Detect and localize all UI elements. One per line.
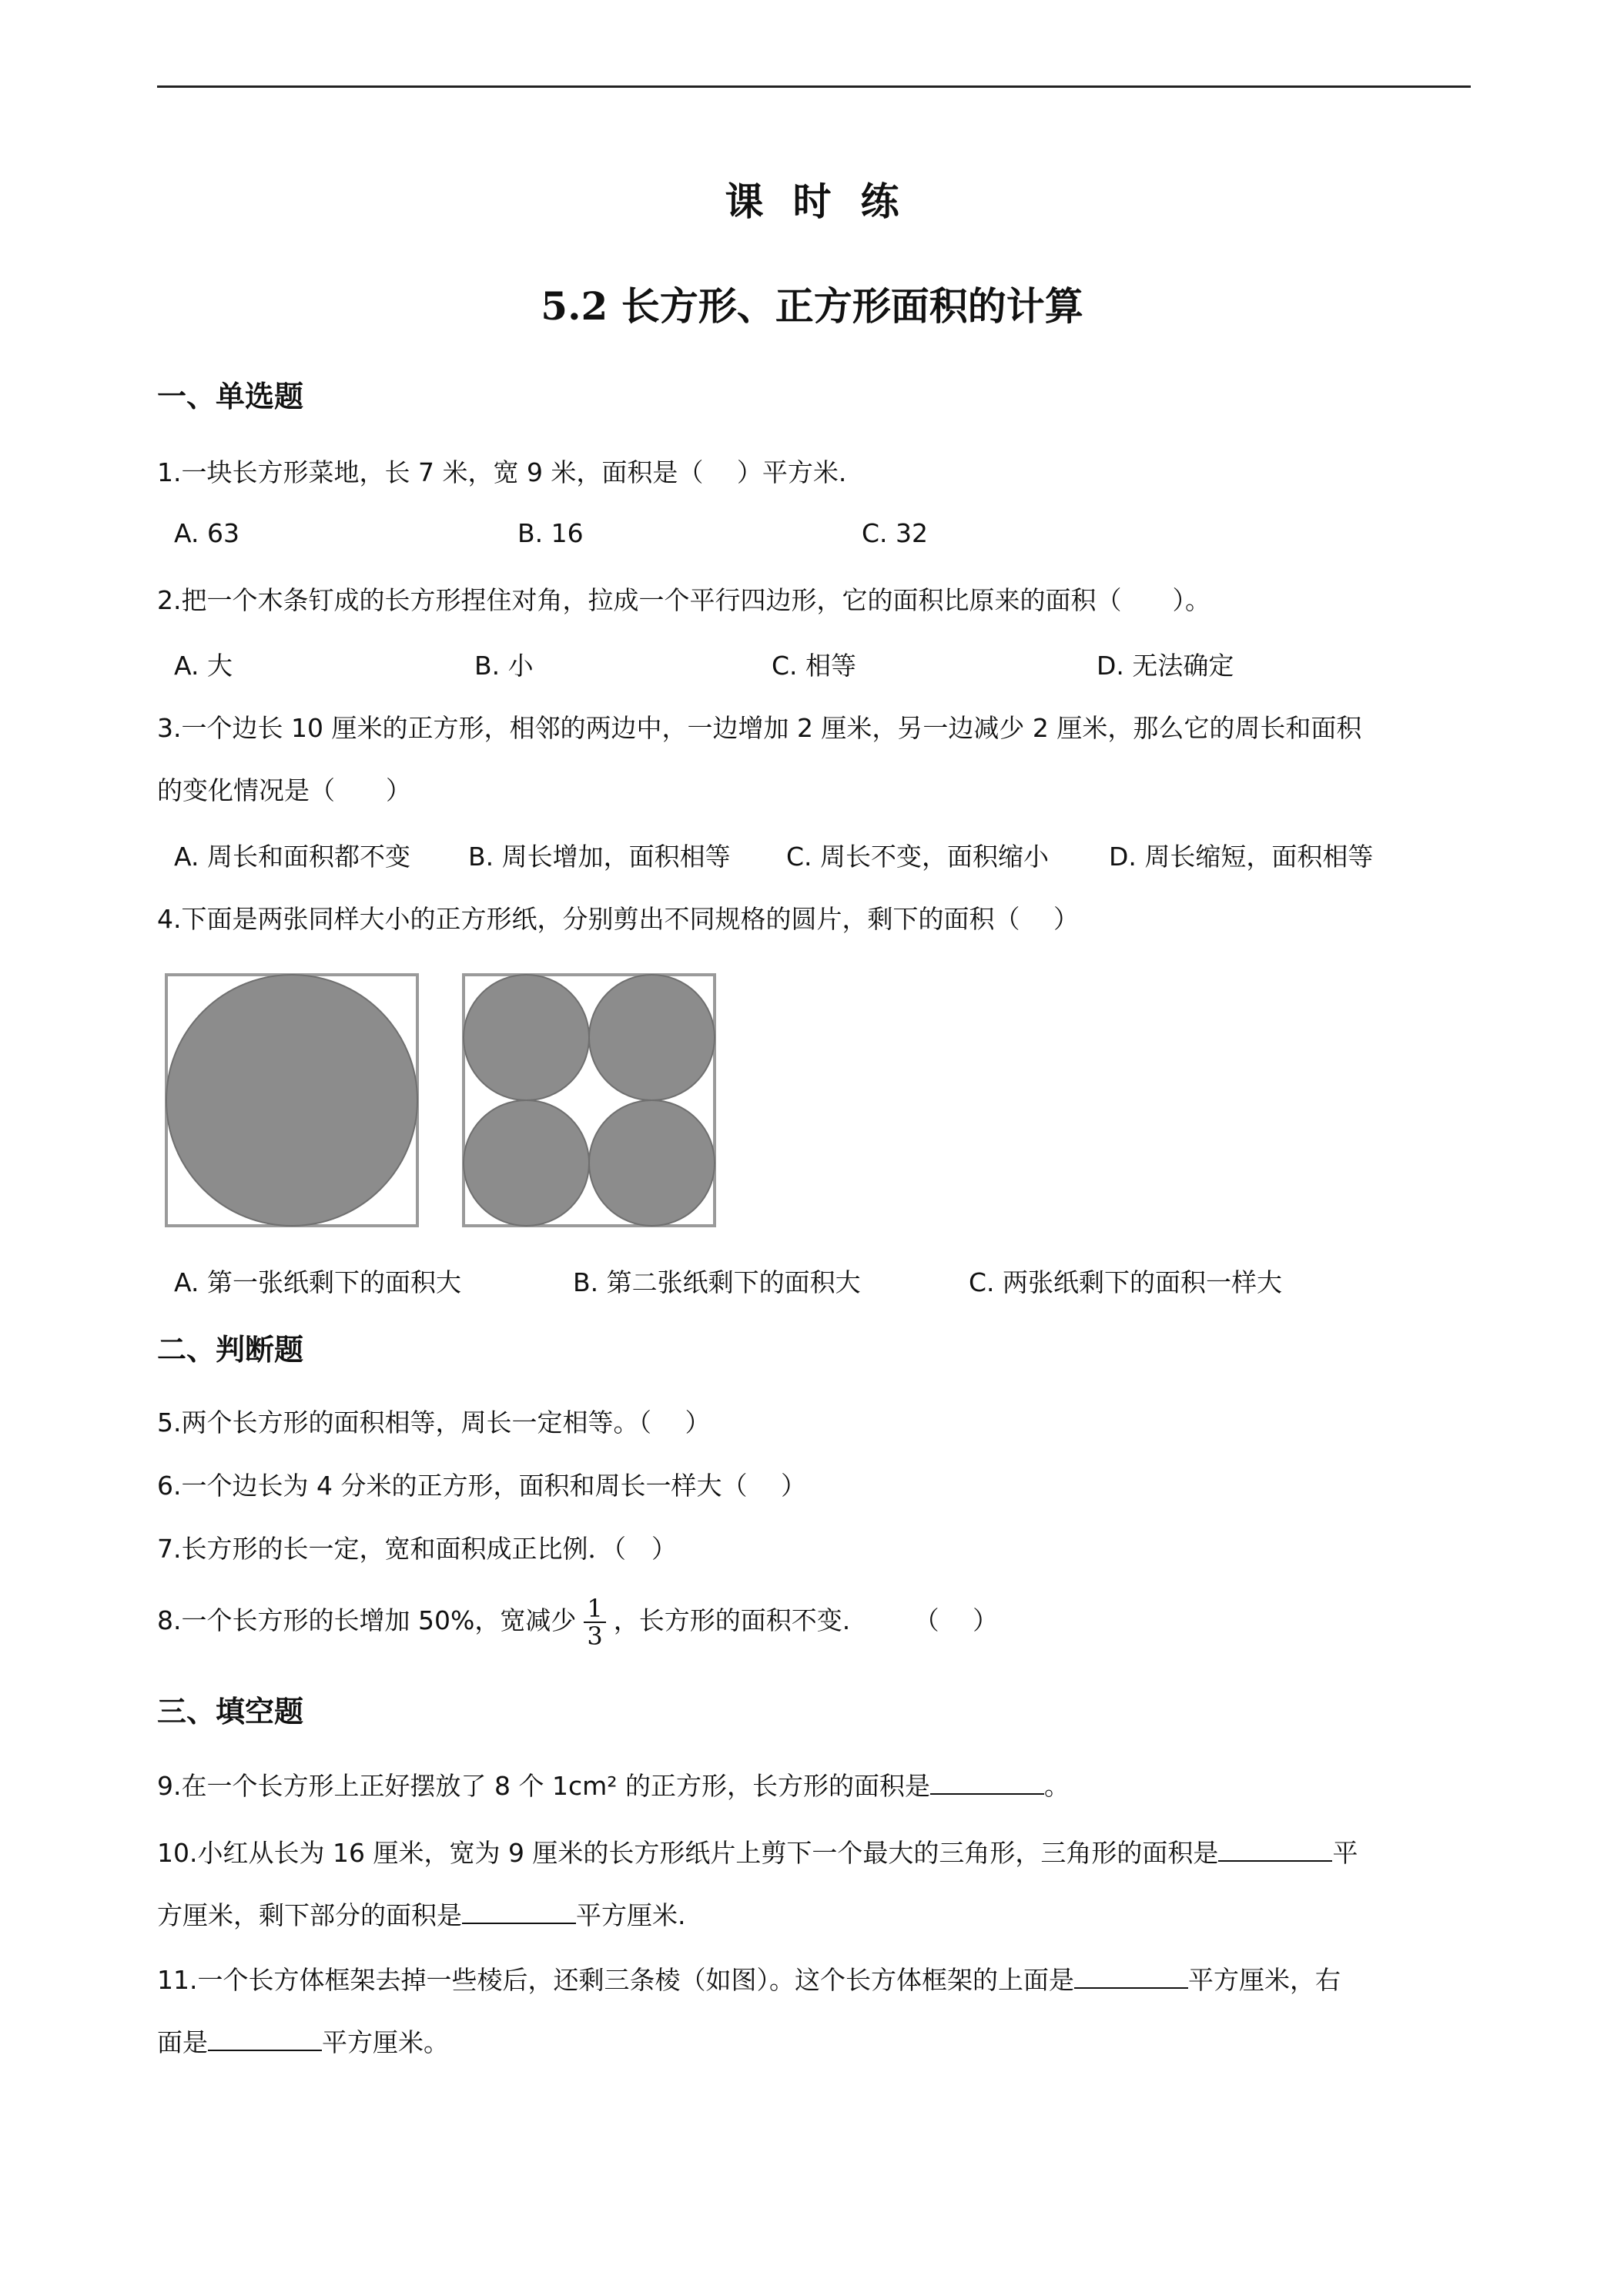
question-2-options bbox=[174, 646, 1471, 684]
option-c[interactable]: C. 两张纸剩下的面积一样大 bbox=[969, 1267, 1283, 1297]
question-9-text-before: 9.在一个长方形上正好摆放了 8 个 1cm² 的正方形，长方形的面积是 bbox=[157, 1771, 930, 1801]
option-c[interactable]: C. 相等 bbox=[772, 651, 857, 681]
option-b[interactable]: B. 第二张纸剩下的面积大 bbox=[573, 1267, 861, 1297]
question-10-text-2: 平 bbox=[1332, 1838, 1358, 1868]
question-6: 6.一个边长为 4 分米的正方形，面积和周长一样大（ ） bbox=[157, 1471, 806, 1501]
option-a[interactable]: A. 周长和面积都不变 bbox=[174, 842, 410, 872]
section-heading-true-false: 二、判断题 bbox=[157, 1333, 304, 1367]
question-11-text-3: 面是 bbox=[157, 2027, 208, 2057]
question-1-options bbox=[174, 518, 1471, 557]
section-heading-single-choice: 一、单选题 bbox=[157, 380, 304, 413]
small-circle bbox=[589, 975, 715, 1100]
square-papers-figure bbox=[162, 970, 732, 1236]
option-a[interactable]: A. 第一张纸剩下的面积大 bbox=[174, 1267, 461, 1297]
question-11-text-4: 平方厘米。 bbox=[322, 2027, 449, 2057]
question-10-text-1: 10.小红从长为 16 厘米，宽为 9 厘米的长方形纸片上剪下一个最大的三角形，三角形的面积是 bbox=[157, 1838, 1219, 1868]
question-8 bbox=[157, 1588, 1471, 1653]
option-c[interactable]: C. 32 bbox=[862, 518, 929, 548]
small-circle bbox=[464, 1100, 589, 1226]
option-a[interactable]: A. 大 bbox=[174, 651, 233, 681]
question-11-text-1: 11.一个长方体框架去掉一些棱后，还剩三条棱（如图）。这个长方体框架的上面是 bbox=[157, 1965, 1074, 1995]
answer-blank[interactable] bbox=[462, 1899, 576, 1924]
question-10-text-4: 平方厘米. bbox=[576, 1900, 686, 1930]
question-10-line-2 bbox=[157, 1883, 1471, 1948]
option-b[interactable]: B. 周长增加，面积相等 bbox=[468, 842, 731, 872]
answer-blank[interactable] bbox=[1074, 1964, 1188, 1989]
small-circle bbox=[464, 975, 589, 1100]
question-9-text-after: 。 bbox=[1043, 1771, 1070, 1801]
option-d[interactable]: D. 无法确定 bbox=[1097, 651, 1234, 681]
option-b[interactable]: B. 小 bbox=[474, 651, 534, 681]
section-heading-fill-in: 三、填空题 bbox=[157, 1695, 304, 1729]
answer-blank[interactable] bbox=[208, 2027, 322, 2051]
question-5: 5.两个长方形的面积相等，周长一定相等。（ ） bbox=[157, 1407, 711, 1438]
question-4-options bbox=[174, 1263, 1471, 1301]
page-title: 课时练 bbox=[725, 179, 929, 224]
question-1: 1.一块长方形菜地，长 7 米，宽 9 米，面积是（ ）平方米. bbox=[157, 457, 847, 487]
option-a[interactable]: A. 63 bbox=[174, 518, 239, 548]
header-rule bbox=[157, 85, 1471, 88]
answer-blank[interactable] bbox=[930, 1770, 1044, 1795]
question-11-line-2 bbox=[157, 2010, 1471, 2075]
question-3-options bbox=[174, 837, 1471, 875]
question-3-line-2: 的变化情况是（ ） bbox=[157, 775, 411, 805]
question-4-figure bbox=[162, 970, 732, 1239]
lesson-title: 5.2 长方形、正方形面积的计算 bbox=[541, 283, 1083, 329]
question-10-line-1 bbox=[157, 1821, 1471, 1886]
question-11-text-2: 平方厘米，右 bbox=[1187, 1965, 1341, 1995]
question-2: 2.把一个木条钉成的长方形捏住对角，拉成一个平行四边形，它的面积比原来的面积（ ）。 bbox=[157, 585, 1210, 615]
question-11-line-1 bbox=[157, 1948, 1471, 2013]
question-3-line-1: 3.一个边长 10 厘米的正方形，相邻的两边中，一边增加 2 厘米，另一边减少 2 厘米，那么它的周长和面积 bbox=[157, 713, 1362, 743]
question-10-text-3: 方厘米，剩下部分的面积是 bbox=[157, 1900, 462, 1930]
answer-blank[interactable] bbox=[1218, 1837, 1332, 1862]
fraction-denominator: 3 bbox=[587, 1621, 603, 1651]
large-circle bbox=[166, 975, 417, 1226]
question-7: 7.长方形的长一定，宽和面积成正比例．（ ） bbox=[157, 1534, 677, 1564]
option-d[interactable]: D. 周长缩短，面积相等 bbox=[1109, 842, 1374, 872]
small-circle bbox=[589, 1100, 715, 1226]
question-9 bbox=[157, 1754, 1471, 1819]
option-c[interactable]: C. 周长不变，面积缩小 bbox=[786, 842, 1050, 872]
question-4: 4.下面是两张同样大小的正方形纸，分别剪出不同规格的圆片，剩下的面积（ ） bbox=[157, 904, 1079, 934]
question-8-text-after: ，长方形的面积不变. （ ） bbox=[613, 1605, 999, 1635]
question-8-text-before: 8.一个长方形的长增加 50%，宽减少 bbox=[157, 1605, 577, 1635]
option-b[interactable]: B. 16 bbox=[517, 518, 584, 548]
fraction-one-third bbox=[584, 1595, 605, 1649]
fraction-numerator: 1 bbox=[584, 1595, 605, 1623]
